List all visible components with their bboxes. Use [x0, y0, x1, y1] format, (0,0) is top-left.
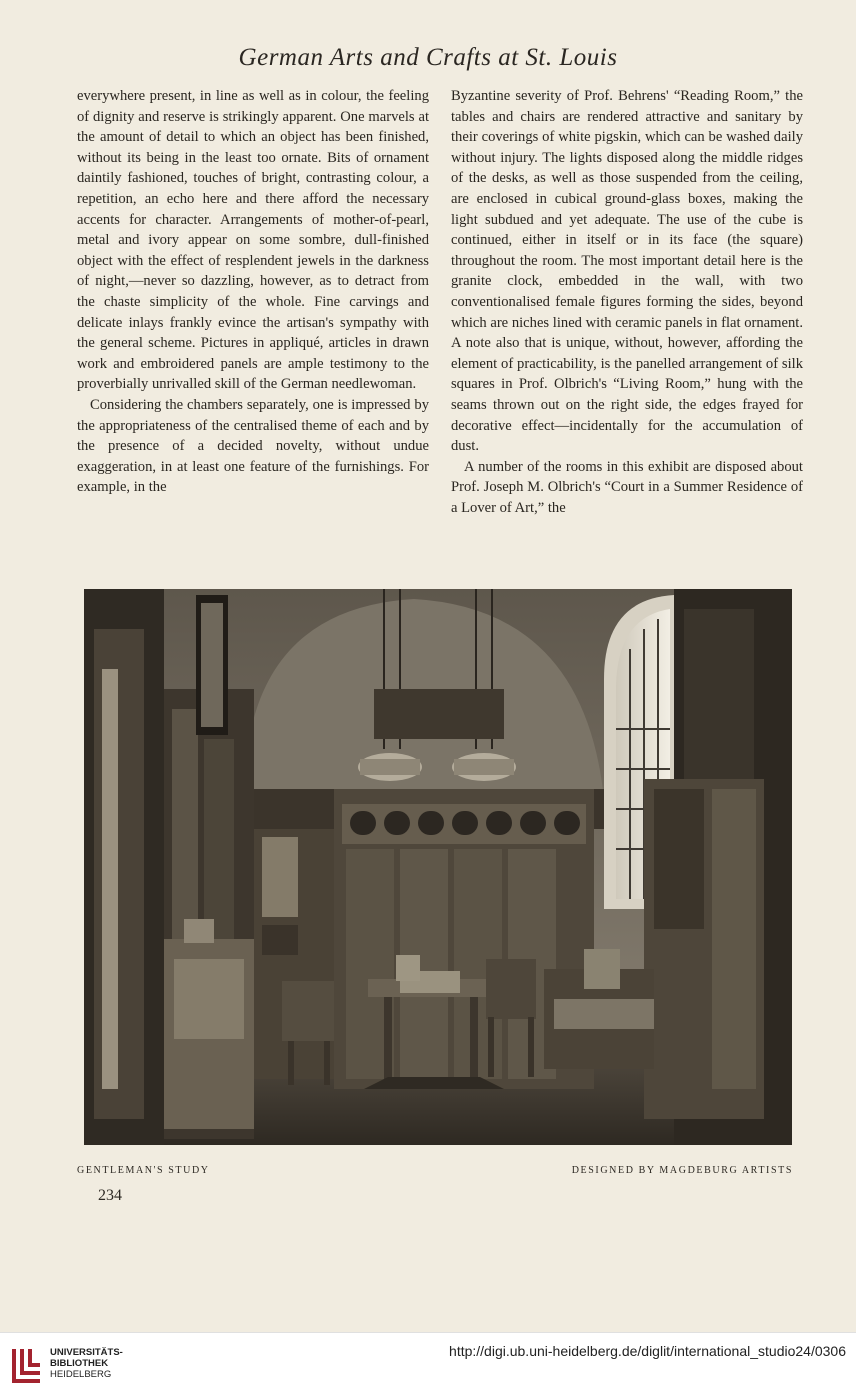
- left-paragraph-1: everywhere present, in line as well as in colour, the feeling of dignity and reserve is strikingly apparent. One marvels at the amount of detail to which an object has been finished, without its being in the least too ornate. Bits of ornament daintily fashioned, touches of bright, contrasting colour, a repetition, an echo here and there afford the necessary accents for character. Arrangements of mother-of-pearl, metal and ivory appear on some sombre, dull-finished object with the effect of resplendent jewels in the darkness of night,—never so dazzling, however, as to detract from the chaste simplicity of the whole. Fine carvings and delicate inlays frankly evince the artisan's sympathy with the general scheme. Pictures in appliqué, articles in drawn work and embroidered panels are ample testimony to the proverbially unrivalled skill of the German needlewoman.: [77, 88, 429, 393]
- library-line-2: BIBLIOTHEK: [50, 1358, 109, 1369]
- footer-bar: [0, 1332, 856, 1395]
- left-column: [77, 86, 429, 498]
- source-url-link[interactable]: http://digi.ub.uni-heidelberg.de/diglit/international_studio24/0306: [449, 1343, 846, 1359]
- page-number: 234: [98, 1187, 122, 1204]
- study-photograph-drawing: [84, 589, 792, 1145]
- library-name: [50, 1347, 123, 1380]
- library-logo-icon: [10, 1345, 44, 1385]
- right-paragraph-1: Byzantine severity of Prof. Behrens' “Reading Room,” the tables and chairs are rendered attractive and sanitary by their coverings of white pigskin, which can be washed daily without injury. The lights disposed along the middle ridges of the desks, as well as those suspended from the ceiling, are enclosed in cubical ground-glass boxes, making the light subdued and yet adequate. The use of the cube is continued, either in itself or in its face (the square) throughout the room. The most important detail here is the granite clock, embedded in the wall, with two conventionalised female figures forming the sides, beyond which are niches lined with ceramic panels in flat ornament. A note also that is unique, without, however, affording the element of practicability, is the panelled arrangement of silk squares in Prof. Olbrich's “Living Room,” hung with the seams thrown out on the right side, the edges frayed for decorative effect—incidentally for the accumulation of dust.: [451, 88, 803, 455]
- right-paragraph-2: A number of the rooms in this exhibit are disposed about Prof. Joseph M. Olbrich's “Court in a Summer Residence of a Lover of Art,” the: [451, 458, 803, 516]
- right-column: [451, 86, 803, 518]
- caption-left: GENTLEMAN'S STUDY: [77, 1165, 210, 1176]
- caption-right: DESIGNED BY MAGDEBURG ARTISTS: [571, 1165, 793, 1176]
- study-photograph: [84, 589, 792, 1145]
- library-line-1: UNIVERSITÄTS-: [50, 1347, 123, 1358]
- running-head: German Arts and Crafts at St. Louis: [238, 44, 618, 71]
- library-line-3: HEIDELBERG: [50, 1369, 112, 1380]
- left-paragraph-2: Considering the chambers separately, one is impressed by the appropriateness of the centralised theme of each and by the presence of a decided novelty, without undue exaggeration, in at least one feature of the furnishings. For example, in the: [77, 396, 429, 496]
